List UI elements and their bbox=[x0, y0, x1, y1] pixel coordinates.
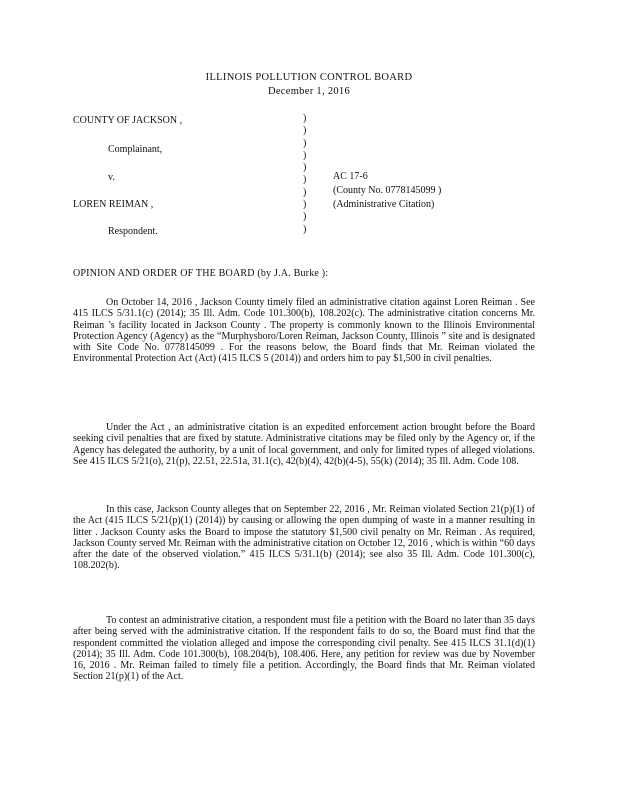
complainant-role: Complainant, bbox=[108, 144, 163, 155]
caption-divider: ) ) ) ) ) ) ) ) ) ) bbox=[303, 113, 307, 235]
paragraph-4: To contest an administrative citation, a respondent must file a petition with the Board no later than 35 days after being served with the administrative citation. If the respondent fails to do so, the Board must find that the respondent committed the violation alleged and impose the corresponding civil penalty. See 415 ILCS 31.1(d)(1) (2014); 35 Ill. Adm. Code 101.300(b), 108.204(b), 108.406. Here, any petition for review was due by November 16, 2016 . Mr. Reiman failed to timely file a petition. Accordingly, the Board finds that Mr. Reiman violated Section 21(p)(1) of the Act. bbox=[73, 615, 535, 683]
complainant-name: COUNTY OF JACKSON , bbox=[73, 115, 183, 126]
decision-date: December 1, 2016 bbox=[267, 86, 351, 97]
respondent-name: LOREN REIMAN , bbox=[73, 199, 154, 210]
case-type: (Administrative Citation) bbox=[333, 199, 435, 210]
versus-label: v. bbox=[108, 172, 115, 183]
respondent-role: Respondent. bbox=[108, 226, 158, 237]
paragraph-2: Under the Act , an administrative citation is an expedited enforcement action brought before the Board seeking civil penalties that are fixed by statute. Administrative citations may be filed only by the Agency or, if the Agency has delegated the authority, by a unit of local government, and only for limited types of alleged violations. See 415 ILCS 5/21(o), 21(p), 22.51, 22.51a, 31.1(c), 42(b)(4), 42(b)(4-5), 55(k) (2014); 35 Ill. Adm. Code 108. bbox=[73, 422, 535, 467]
paragraph-3: In this case, Jackson County alleges that on September 22, 2016 , Mr. Reiman violated Section 21(p)(1) of the Act (415 ILCS 5/21(p)(1) (2014)) by causing or allowing the open dumping of waste in a manner resulting in litter . Jackson County asks the Board to impose the statutory $1,500 civil penalty on Mr. Reiman . As required, Jackson County served Mr. Reiman with the administrative citation on October 12, 2016 , which is within “60 days after the date of the observed violation.” 415 ILCS 5/31.1(b) (2014); see also 35 Ill. Adm. Code 101.300(c), 108.202(b). bbox=[73, 504, 535, 572]
opinion-heading: OPINION AND ORDER OF THE BOARD (by J.A. Burke ): bbox=[73, 268, 329, 279]
paragraph-1: On October 14, 2016 , Jackson County timely filed an administrative citation against Loren Reiman . See 415 ILCS 5/31.1(c) (2014); 35 Ill. Adm. Code 101.300(b), 108.202(c). The administrative citation concerns Mr. Reiman ’s facility located in Jackson County . The property is commonly known to the Illinois Environmental Protection Agency (Agency) as the “Murphysboro/Loren Reiman, Jackson County, Illinois ” site and is designated with Site Code No. 0778145099 . For the reasons below, the Board finds that Mr. Reiman violated the Environmental Protection Act (Act) (415 ILCS 5 (2014)) and orders him to pay $1,500 in civil penalties. bbox=[73, 297, 535, 365]
case-number: AC 17-6 bbox=[333, 171, 368, 182]
county-number: (County No. 0778145099 ) bbox=[333, 185, 442, 196]
board-name: ILLINOIS POLLUTION CONTROL BOARD bbox=[205, 72, 413, 83]
